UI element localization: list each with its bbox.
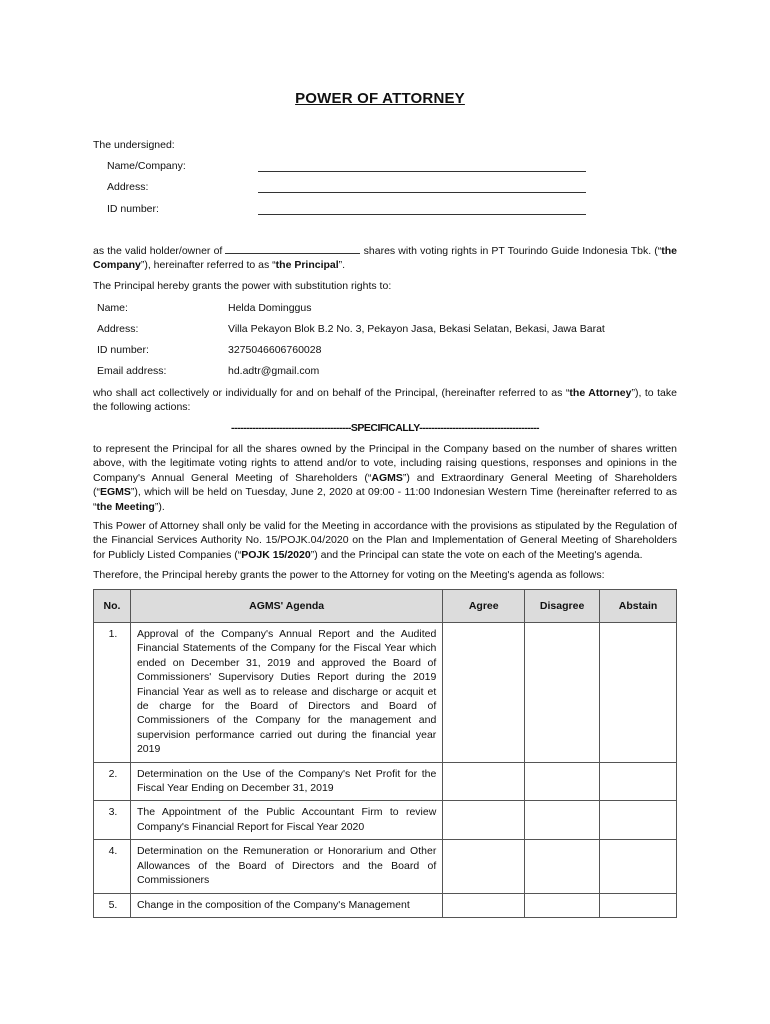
undersigned-label: The undersigned:	[93, 139, 175, 151]
disagree-cell[interactable]	[525, 893, 600, 917]
attorney-id-value: 3275046606760028	[228, 344, 322, 356]
table-row	[94, 893, 677, 917]
holder-text-post: ”), hereinafter referred to as “	[140, 259, 276, 272]
disagree-cell[interactable]	[525, 623, 600, 763]
meeting-term: the Meeting	[96, 500, 155, 513]
represent-text-4: ”).	[154, 500, 165, 513]
table-row	[94, 623, 677, 763]
header-abstain: Abstain	[600, 590, 677, 623]
id-number-blank[interactable]	[258, 214, 586, 215]
agenda-header-row	[94, 590, 677, 623]
table-row	[94, 840, 677, 893]
company-term: the Company	[93, 245, 677, 272]
validity-paragraph	[93, 519, 677, 562]
agree-cell[interactable]	[443, 840, 525, 893]
egms-term: EGMS	[100, 486, 131, 499]
specifically-heading: ----------------------------------------SPECIFICALLY----------------------------------------	[230, 422, 540, 434]
agenda-item: Determination on the Use of the Company's Net Profit for the Fiscal Year Ending on December 31, 2019	[130, 762, 442, 801]
agms-term: AGMS	[371, 471, 403, 484]
attorney-email-value: hd.adtr@gmail.com	[228, 365, 320, 377]
id-number-label: ID number:	[107, 203, 159, 215]
name-company-blank[interactable]	[258, 171, 586, 172]
agenda-item: Determination on the Remuneration or Honorarium and Other Allowances of the Board of Directors and the Board of Commissioners	[130, 840, 442, 893]
attorney-name-value: Helda Dominggus	[228, 302, 312, 314]
address-label: Address:	[107, 181, 149, 193]
row-number: 4.	[94, 840, 131, 893]
validity-text-post: ”) and the Principal can state the vote on each of the Meeting's agenda.	[310, 548, 643, 561]
row-number: 3.	[94, 801, 131, 840]
attorney-address-label: Address:	[97, 323, 139, 335]
act-text-pre: who shall act collectively or individually for and on behalf of the Principal, (hereinafter referred to as “	[93, 387, 570, 399]
name-company-label: Name/Company:	[107, 160, 186, 172]
abstain-cell[interactable]	[600, 762, 677, 801]
represent-text-1: to represent the Principal for all the shares owned by the Principal in the Company based on the number of shares written above, with the legitimate voting rights to attend and/or to vote, including raising questions, responses and opinions in the Company's Annual General Meeting of Shareholders (“	[93, 443, 677, 484]
holder-text-end: ”.	[338, 259, 346, 272]
grant-text: The Principal hereby grants the power with substitution rights to:	[93, 280, 392, 292]
header-disagree: Disagree	[525, 590, 600, 623]
document-title: POWER OF ATTORNEY	[295, 90, 465, 107]
holder-paragraph	[93, 244, 677, 273]
therefore-text: Therefore, the Principal hereby grants the power to the Attorney for voting on the Meeting's agenda as follows:	[93, 569, 605, 581]
represent-text-2: ”) and Extraordinary General Meeting of Shareholders (“	[93, 471, 677, 499]
row-number: 2.	[94, 762, 131, 801]
header-agree: Agree	[443, 590, 525, 623]
attorney-name-label: Name:	[97, 302, 128, 314]
agenda-item: Change in the composition of the Company's Management	[130, 893, 442, 917]
agree-cell[interactable]	[443, 762, 525, 801]
holder-text-mid: shares with voting rights in PT Tourindo Guide Indonesia Tbk. (“	[363, 245, 662, 257]
agree-cell[interactable]	[443, 623, 525, 763]
row-number: 1.	[94, 623, 131, 763]
shares-count-blank[interactable]	[225, 244, 360, 254]
agenda-item: Approval of the Company's Annual Report and the Audited Financial Statements of the Company for the Fiscal Year which ended on December 31, 2019 and approved the Board of Commissioners' Supervisory Duties Report during the 2019 Financial Year as well as to release and discharge or acquit et de charge for the Board of Directors and Board of Commissioners of the Company for the management and supervision performance carried out during the financial year 2019	[130, 623, 442, 763]
abstain-cell[interactable]	[600, 801, 677, 840]
attorney-address-value: Villa Pekayon Blok B.2 No. 3, Pekayon Jasa, Bekasi Selatan, Bekasi, Jawa Barat	[228, 323, 605, 335]
holder-text-pre: as the valid holder/owner of	[93, 245, 223, 257]
attorney-id-label: ID number:	[97, 344, 149, 356]
table-row	[94, 801, 677, 840]
address-blank[interactable]	[258, 192, 586, 193]
validity-text-pre: This Power of Attorney shall only be valid for the Meeting in accordance with the provisions as stipulated by the Regulation of the Financial Services Authority No. 15/POJK.04/2020 on the Plan and Implementation of General Meeting of Shareholders for Publicly Listed Companies (“	[93, 520, 677, 561]
header-no: No.	[94, 590, 131, 623]
abstain-cell[interactable]	[600, 840, 677, 893]
attorney-term: the Attorney	[569, 387, 632, 399]
principal-term: the Principal	[275, 259, 339, 272]
agenda-item: The Appointment of the Public Accountant Firm to review Company's Financial Report for Fiscal Year 2020	[130, 801, 442, 840]
abstain-cell[interactable]	[600, 893, 677, 917]
act-paragraph	[93, 386, 677, 415]
abstain-cell[interactable]	[600, 623, 677, 763]
header-agenda: AGMS' Agenda	[130, 590, 442, 623]
table-row	[94, 762, 677, 801]
disagree-cell[interactable]	[525, 801, 600, 840]
row-number: 5.	[94, 893, 131, 917]
represent-paragraph	[93, 442, 677, 514]
agree-cell[interactable]	[443, 801, 525, 840]
agenda-table	[93, 589, 677, 918]
attorney-email-label: Email address:	[97, 365, 167, 377]
represent-text-3: ”), which will be held on Tuesday, June 2, 2020 at 09:00 - 11:00 Indonesian Western Time (hereinafter referred to as “	[93, 486, 677, 513]
disagree-cell[interactable]	[525, 762, 600, 801]
agree-cell[interactable]	[443, 893, 525, 917]
act-text-post: ”), to take the following actions:	[93, 387, 677, 414]
pojk-term: POJK 15/2020	[241, 548, 311, 561]
disagree-cell[interactable]	[525, 840, 600, 893]
